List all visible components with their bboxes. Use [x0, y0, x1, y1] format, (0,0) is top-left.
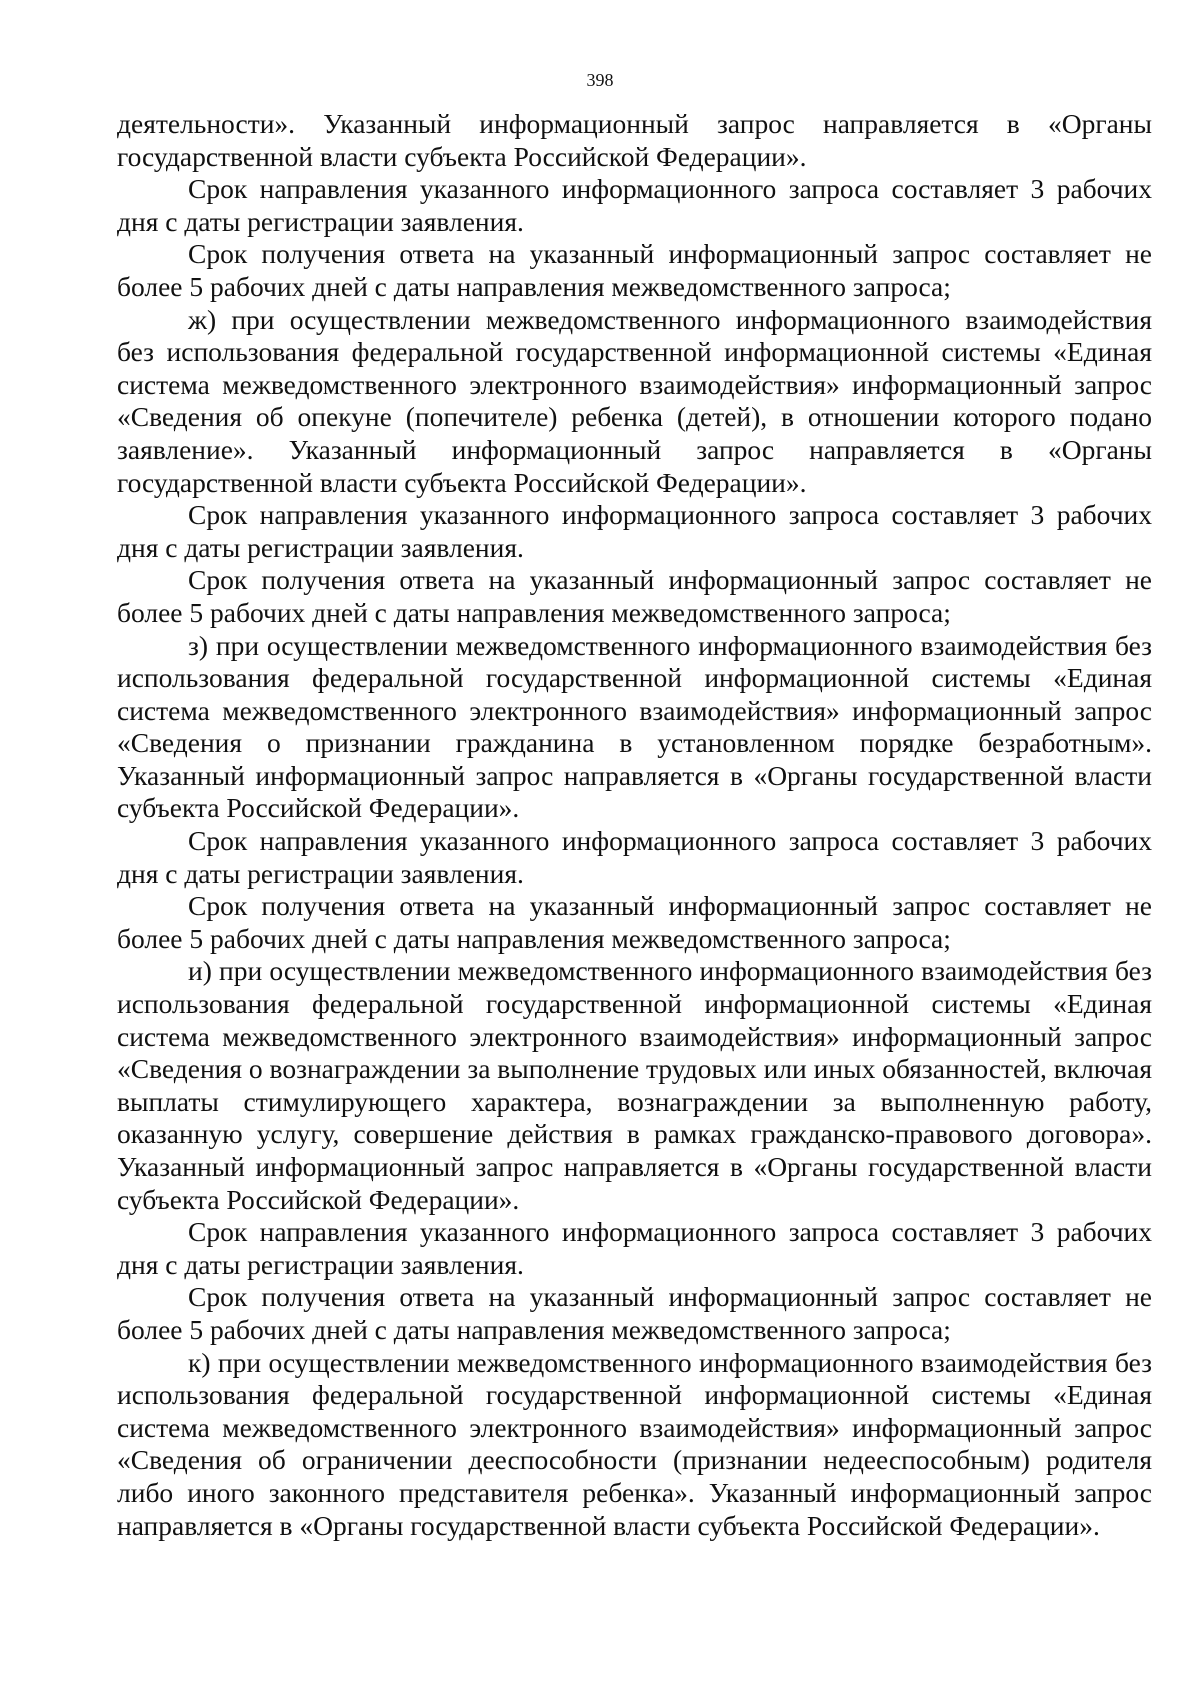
- paragraph-request-deadline: Срок направления указанного информационного запроса составляет 3 рабочих дня с даты регистрации заявления.: [117, 1216, 1152, 1280]
- page-number: 398: [586, 70, 614, 90]
- paragraph-item-z: з) при осуществлении межведомственного информационного взаимодействия без использования федеральной государственной информационной системы «Единая система межведомственного электронного взаимодействия» информационный запрос «Сведения о признании гражданина в установленном порядке безработным». Указанный информационный запрос направляется в «Органы государственной власти субъекта Российской Федерации».: [117, 629, 1152, 824]
- paragraph-item-zh: ж) при осуществлении межведомственного информационного взаимодействия без использования федеральной государственной информационной системы «Единая система межведомственного электронного взаимодействия» информационный запрос «Сведения об опекуне (попечителе) ребенка (детей), в отношении которого подано заявление». Указанный информационный запрос направляется в «Органы государственной власти субъекта Российской Федерации».: [117, 303, 1152, 498]
- paragraph-item-k: к) при осуществлении межведомственного информационного взаимодействия без использования федеральной государственной информационной системы «Единая система межведомственного электронного взаимодействия» информационный запрос «Сведения об ограничении дееспособности (признании недееспособным) родителя либо иного законного представителя ребенка». Указанный информационный запрос направляется в «Органы государственной власти субъекта Российской Федерации».: [117, 1346, 1152, 1541]
- paragraph-item-i: и) при осуществлении межведомственного информационного взаимодействия без использования федеральной государственной информационной системы «Единая система межведомственного электронного взаимодействия» информационный запрос «Сведения о вознаграждении за выполнение трудовых или иных обязанностей, включая выплаты стимулирующего характера, вознаграждении за выполненную работу, оказанную услугу, совершение действия в рамках гражданско-правового договора». Указанный информационный запрос направляется в «Органы государственной власти субъекта Российской Федерации».: [117, 955, 1152, 1215]
- paragraph-request-deadline: Срок направления указанного информационного запроса составляет 3 рабочих дня с даты регистрации заявления.: [117, 825, 1152, 889]
- paragraph-request-deadline: Срок направления указанного информационного запроса составляет 3 рабочих дня с даты регистрации заявления.: [117, 499, 1152, 563]
- paragraph-response-deadline: Срок получения ответа на указанный информационный запрос составляет не более 5 рабочих дней с даты направления межведомственного запроса;: [117, 1281, 1152, 1345]
- paragraph-response-deadline: Срок получения ответа на указанный информационный запрос составляет не более 5 рабочих дней с даты направления межведомственного запроса;: [117, 890, 1152, 954]
- paragraph-response-deadline: Срок получения ответа на указанный информационный запрос составляет не более 5 рабочих дней с даты направления межведомственного запроса;: [117, 238, 1152, 302]
- paragraph-request-deadline: Срок направления указанного информационного запроса составляет 3 рабочих дня с даты регистрации заявления.: [117, 173, 1152, 237]
- paragraph-response-deadline: Срок получения ответа на указанный информационный запрос составляет не более 5 рабочих дней с даты направления межведомственного запроса;: [117, 564, 1152, 628]
- document-body: [117, 108, 1152, 1542]
- paragraph-continuation: деятельности». Указанный информационный запрос направляется в «Органы государственной власти субъекта Российской Федерации».: [117, 108, 1152, 172]
